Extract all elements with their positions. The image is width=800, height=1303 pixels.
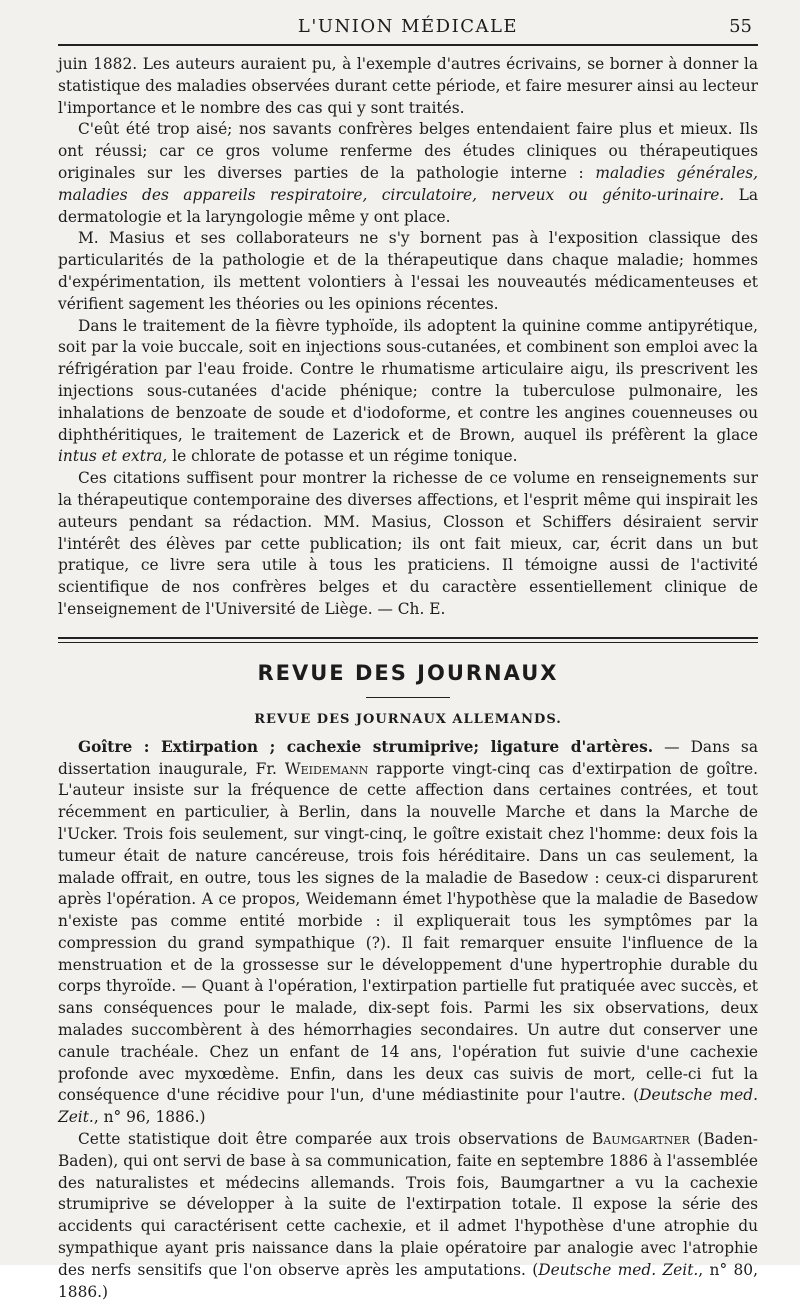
review-p4-italic: intus et extra, (58, 447, 168, 466)
review-p4-text-a: Dans le traitement de la fièvre typhoïde, ils adoptent la quinine comme antipyrétique, soit par la voie buccale, soit en injections sous-cutanées, et combinent son emploi avec la réfrigération par l'eau froide. Contre le rhumatisme articulaire aigu, ils prescrivent les injections sous-cutanées d'acide phénique; contre la tuberculose pulmonaire, les inhalations de benzoate de soude et d'iodoforme, et contre les angines couenneuses ou diphthéritiques, le traitement de Lazerick et de Brown, auquel ils préfèrent la glace (58, 316, 758, 444)
running-title: L'UNION MÉDICALE (297, 16, 519, 37)
page-header (58, 10, 758, 44)
article-paragraph-2 (58, 1129, 758, 1303)
section-divider (58, 637, 758, 643)
section-title: REVUE DES JOURNAUX (257, 660, 559, 685)
article-heading: Goître : Extirpation ; cachexie strumiprive; ligature d'artères. (78, 737, 654, 756)
review-paragraph-5: Ces citations suffisent pour montrer la richesse de ce volume en renseignements sur la thérapeutique contemporaine des diverses affections, et l'esprit même qui inspirait les auteurs pendant sa rédaction. MM. Masius, Closson et Schiffers désiraient servir l'intérêt des élèves par cette publication; ils ont fait mieux, car, écrit dans un but pratique, ce livre sera utile à tous les praticiens. Il témoigne aussi de l'activité scientifique de nos confrères belges et du caractère essentiellement clinique de l'enseignement de l'Université de Liège. — Ch. E. (58, 469, 758, 618)
header-rule (58, 44, 758, 46)
article-paragraph-1 (58, 737, 758, 1129)
review-paragraph-2 (58, 119, 758, 228)
article-p1-text-c: , n° 96, 1886.) (93, 1108, 206, 1127)
article-p2-text-c: , n° 80, 1886.) (58, 1260, 758, 1301)
review-p4-text-b: le chlorate de potasse et un régime tonique. (167, 447, 518, 466)
article-p2-text-b: (Baden-Baden), qui ont servi de base à sa communication, faite en septembre 1886 à l'assemblée des naturalistes et médecins allemands. Trois fois, Baumgartner a vu la cachexie strumiprive se développer à la suite de l'extirpation totale. Il expose la série des accidents qui caractérisent cette cachexie, et il admet l'hypothèse d'une atrophie du sympathique ayant pris naissance dans la plaie opératoire par analogie avec l'atrophie des nerfs sensitifs que l'on observe après les amputations. ( (58, 1130, 758, 1279)
review-p2-text-a: C'eût été trop aisé; nos savants confrères belges entendaient faire plus et mieux. Ils ont réussi; car ce gros volume renferme des études cliniques ou thérapeutiques originales sur les diverses parties de la pathologie interne : (58, 120, 758, 182)
review-paragraph-3: M. Masius et ses collaborateurs ne s'y bornent pas à l'exposition classique des particularités de la pathologie et de la thérapeutique dans chaque maladie; hommes d'expérimentation, ils mettent volontiers à l'essai les nouveautés médicamenteuses et vérifient sagement les théories ou les opinions récentes. (58, 229, 758, 313)
page-number: 55 (729, 16, 752, 37)
article-p1-text-a: — Dans sa dissertation inaugurale, Fr. (58, 737, 759, 778)
article-text (58, 737, 758, 1303)
book-review-text (58, 54, 758, 621)
subsection-title: REVUE DES JOURNAUX ALLEMANDS. (254, 711, 562, 727)
review-paragraph-4 (58, 316, 758, 469)
review-p2-text-b: La dermatologie et la laryngologie même y ont place. (58, 185, 758, 226)
author-name-weidemann: Weidemann (284, 759, 369, 778)
article-p1-text-b: rapporte vingt-cinq cas d'extirpation de goître. L'auteur insiste sur la fréquence de cette affection dans certaines contrées, et tout récemment en particulier, à Berlin, dans la nouvelle Marche et dans la Marche de l'Ucker. Trois fois seulement, sur vingt-cinq, le goître existait chez l'homme: deux fois la tumeur était de nature cancéreuse, trois fois héréditaire. Dans un cas seulement, la malade offrait, en outre, tous les signes de la maladie de Basedow : ceux-ci disparurent après l'opération. A ce propos, Weidemann émet l'hypothèse que la maladie de Basedow n'existe pas comme entité morbide : il expliquerait tous les symptômes par la compression du grand sympathique (?). Il fait remarquer ensuite l'influence de la menstruation et de la grossesse sur le développement d'une hypertrophie durable du corps thyroïde. — Quant à l'opération, l'extirpation partielle fut pratiquée avec succès, et sans conséquences pour le malade, dix-sept fois. Parmi les six observations, deux malades succombèrent à des hémorrhagies secondaires. Un autre dut conserver une canule trachéale. Chez un enfant de 14 ans, l'opération fut suivie d'une cachexie profonde avec myxœdème. Enfin, dans les deux cas suivis de mort, celle-ci fut la conséquence d'une récidive pour l'un, d'une médiastinite pour l'autre. ( (58, 759, 758, 1105)
review-paragraph-1: juin 1882. Les auteurs auraient pu, à l'exemple d'autres écrivains, se borner à donner la statistique des maladies observées durant cette période, et faire mesurer ainsi au lecteur l'importance et le nombre des cas qui y sont traités. (58, 55, 758, 117)
review-p2-italic: maladies générales, maladies des appareils respiratoire, circulatoire, nerveux ou génito-urinaire. (58, 163, 758, 204)
author-name-baumgartner: Baumgartner (591, 1130, 690, 1149)
article-p1-citation: Deutsche med. Zeit. (58, 1086, 759, 1127)
title-underline (366, 697, 450, 698)
article-p2-text-a: Cette statistique doit être comparée aux trois observations de (78, 1130, 592, 1149)
article-p2-citation: Deutsche med. Zeit. (538, 1260, 699, 1279)
